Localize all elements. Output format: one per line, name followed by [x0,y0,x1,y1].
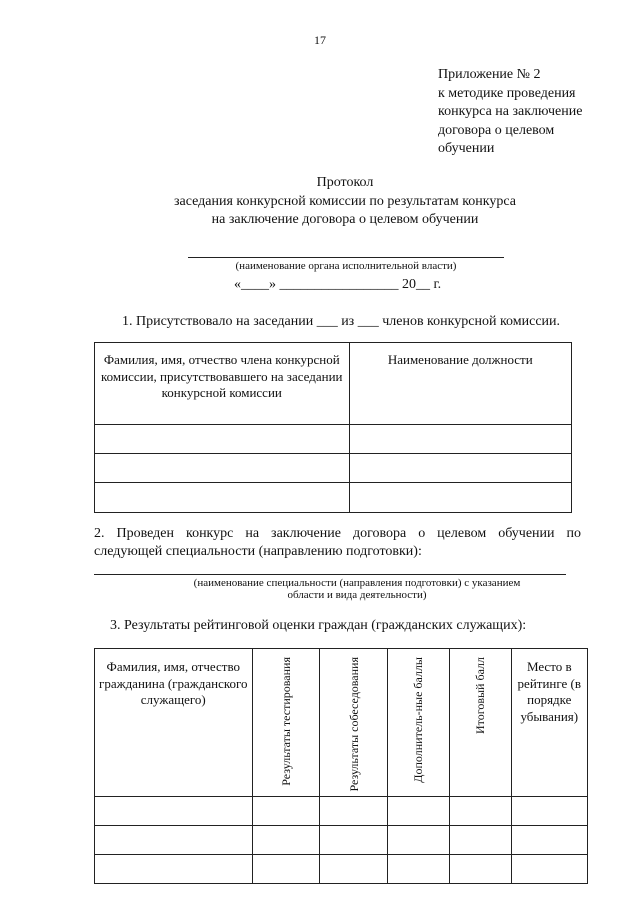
ratings-table [94,648,588,884]
appendix-line: обучении [438,141,495,156]
table2-cell[interactable] [252,826,320,855]
table2-cell[interactable] [320,797,388,826]
section-1: 1. Присутствовало на заседании ___ из ___ членов конкурсной комиссии. [122,314,561,329]
table2-header-extra-text: Дополнитель-ные баллы [411,657,426,783]
table1-header-name: Фамилия, имя, отчество члена конкурсной комиссии, присутствовавшего на заседании конкурсной комиссии [95,343,350,425]
table2-cell[interactable] [387,855,449,884]
table2-cell[interactable] [387,797,449,826]
table2-header-testing-text: Результаты тестирования [278,657,293,786]
table2-header-testing [252,649,320,797]
appendix-line: Приложение № 2 [438,67,541,82]
table2-cell[interactable] [252,797,320,826]
title-line: заседания конкурсной комиссии по результатам конкурса [173,193,516,209]
table2-cell[interactable] [95,855,253,884]
section-3: 3. Результаты рейтинговой оценки граждан (гражданских служащих): [110,618,527,633]
appendix-line: договора о целевом [438,122,555,138]
table2-header-place: Место в рейтинге (в порядке убывания) [511,649,587,797]
authority-caption: (наименование органа исполнительной власти) [235,260,457,272]
table2-header-name: Фамилия, имя, отчество гражданина (гражданского служащего) [95,649,253,797]
table1-cell[interactable] [349,483,571,513]
members-table [94,342,572,513]
table2-header-extra [387,649,449,797]
caption-line: (наименование специальности (направления подготовки) с указанием [193,577,521,589]
appendix-line: конкурса на заключение [438,104,583,119]
section-2-line1: 2. Проведен конкурс на заключение договора о целевом обучении по [94,526,581,541]
table2-cell[interactable] [95,797,253,826]
table2-cell[interactable] [511,797,587,826]
table2-cell[interactable] [511,855,587,884]
appendix-header [438,66,582,159]
table1-cell[interactable] [95,454,350,483]
table2-header-interview [320,649,388,797]
table1-cell[interactable] [349,454,571,483]
table2-cell[interactable] [252,855,320,884]
table2-cell[interactable] [449,797,511,826]
table2-header-total [449,649,511,797]
table2-cell[interactable] [387,826,449,855]
date-line: «____» _________________ 20__ г. [234,277,442,292]
page-number: 17 [314,33,326,47]
specialty-blank-line [94,574,566,575]
table2-header-total-text: Итоговый балл [473,657,488,735]
table2-cell[interactable] [95,826,253,855]
appendix-line: к методике проведения [438,85,576,101]
table2-cell[interactable] [320,855,388,884]
protocol-title [0,174,640,230]
table2-cell[interactable] [449,855,511,884]
specialty-caption [94,577,620,601]
table1-cell[interactable] [95,425,350,454]
title-line: Протокол [316,175,374,190]
table2-header-interview-text: Результаты собеседования [346,657,361,792]
table2-cell[interactable] [320,826,388,855]
table1-cell[interactable] [349,425,571,454]
authority-blank-line [188,257,504,258]
table1-cell[interactable] [95,483,350,513]
section-2-line2: следующей специальности (направлению подготовки): [94,544,422,559]
title-line: на заключение договора о целевом обучении [211,212,479,227]
table2-cell[interactable] [511,826,587,855]
table1-header-position: Наименование должности [349,343,571,425]
table2-cell[interactable] [449,826,511,855]
caption-line: области и вида деятельности) [287,589,427,601]
